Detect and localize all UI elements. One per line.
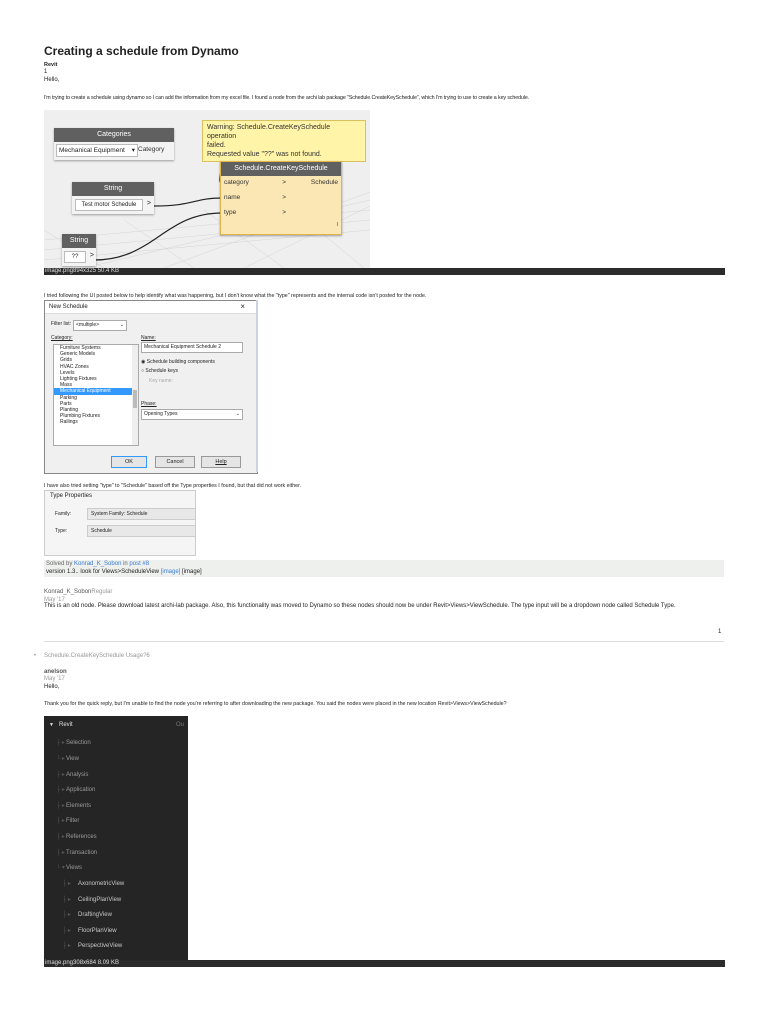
radio-unchecked-icon: ○ (141, 368, 145, 374)
tree-label: AxonometricView (78, 881, 125, 887)
phase-label: Phase: (141, 401, 157, 407)
chevron-right-icon: > (146, 200, 151, 207)
chevron-down-icon: ⌄ (235, 411, 240, 417)
type-properties-title: Type Properties (50, 493, 93, 499)
tree-branch-icon: └ ▸ (56, 756, 65, 762)
tree-item-application[interactable] (44, 783, 188, 797)
ok-button[interactable]: OK (111, 456, 147, 468)
string-input-type[interactable]: ?? (64, 251, 86, 263)
solved-box (44, 560, 724, 577)
radio-label: Schedule keys (145, 368, 178, 374)
list-item-selected[interactable]: Mechanical Equipment (54, 388, 138, 394)
radio-building-components[interactable] (141, 359, 215, 365)
tree-item-analysis[interactable] (44, 768, 188, 782)
list-item[interactable]: Parking (60, 394, 77, 401)
tree-item-perspectiveview[interactable] (44, 939, 188, 953)
tree-branch-icon: ├ ▸ (62, 928, 71, 934)
tree-item-floorplanview[interactable] (44, 924, 188, 938)
dialog-titlebar (45, 301, 257, 314)
port-label: name (224, 194, 241, 201)
chevron-down-icon: ▾ (131, 147, 135, 154)
categories-node[interactable] (54, 128, 174, 160)
category-tag[interactable]: Revit (44, 62, 58, 68)
post-greeting: Hello, (44, 684, 60, 690)
tree-branch-icon: ├ ▸ (62, 943, 71, 949)
radio-label: Schedule building components (146, 359, 215, 365)
tree-label: Transaction (66, 850, 98, 856)
dynamo-graph-image[interactable] (44, 110, 370, 268)
tree-branch-icon: ├ ▸ (56, 772, 65, 778)
post-author-line (44, 588, 112, 596)
tree-label: Views (66, 865, 82, 871)
category-output-port[interactable]: Category (138, 146, 165, 153)
dialog-edge (256, 300, 258, 472)
chevron-down-icon: ▼ (49, 722, 54, 728)
tree-root-right: Ou (176, 722, 185, 728)
type-properties-image[interactable] (44, 490, 196, 556)
categories-dropdown[interactable] (56, 144, 138, 157)
solved-text-line (46, 568, 202, 576)
phase-dropdown[interactable] (141, 409, 243, 420)
image-caption-bar[interactable]: image.png308x684 8.09 KB (44, 960, 725, 967)
dialog-title: New Schedule (49, 304, 88, 310)
warning-line-2: failed. (207, 142, 226, 149)
key-name-label: Key name: (149, 378, 173, 384)
filter-value: <multiple> (76, 322, 100, 328)
tree-item-views[interactable] (44, 861, 188, 875)
list-scrollbar[interactable] (132, 345, 138, 445)
tree-branch-icon: ├ ▸ (56, 803, 65, 809)
post-count: 1 (44, 69, 48, 75)
tree-branch-icon: ├ ▸ (56, 818, 65, 824)
output-port-schedule[interactable]: Schedule (310, 179, 338, 186)
revit-library-tree-image[interactable] (44, 716, 188, 960)
filter-dropdown[interactable] (73, 320, 127, 331)
tree-label: Analysis (66, 772, 89, 778)
string-node-title: String (72, 182, 154, 196)
tree-branch-icon: ├ ▸ (56, 787, 65, 793)
list-item[interactable]: Plumbing Fixtures (60, 413, 101, 420)
list-item[interactable]: Furniture Systems (60, 345, 101, 351)
tree-label: View (66, 756, 79, 762)
new-schedule-dialog-image[interactable] (44, 300, 258, 474)
scrollbar-thumb[interactable] (133, 390, 137, 408)
list-item[interactable]: Levels (60, 369, 75, 376)
tree-item-selection[interactable] (44, 736, 188, 750)
chevron-down-icon: ⌄ (119, 322, 124, 328)
related-topic-link[interactable]: Schedule.CreateKeySchedule Usage?6 (44, 653, 150, 659)
post-paragraph: I tried following the UI posted below to help identify what was happening, but I don't know what the "type" represents and the internal code isn't posted for the node. (44, 293, 427, 299)
post-count: 1 (718, 629, 722, 635)
tree-label: CeilingPlanView (78, 897, 122, 903)
tree-item-ceilingplanview[interactable] (44, 893, 188, 907)
filter-label: Filter list: (51, 321, 71, 327)
close-icon[interactable]: × (240, 302, 245, 311)
radio-checked-icon: ◉ (141, 359, 146, 365)
divider (44, 641, 724, 642)
tree-item-axonometricview[interactable] (44, 877, 188, 891)
string-node-type[interactable] (62, 234, 96, 266)
chevron-right-icon: > (282, 179, 286, 186)
post-body: I'm trying to create a schedule using dynamo so I can add the information from my excel file. I found a node from the archi lab package "Schedule.CreateKeySchedule", which I'm trying to use to create a key schedule. (44, 95, 530, 101)
tree-branch-icon: ├ ▸ (62, 912, 71, 918)
tree-label: PerspectiveView (78, 943, 123, 949)
tree-item-draftingview[interactable] (44, 908, 188, 922)
input-port-name[interactable] (224, 194, 286, 201)
list-item[interactable]: Grids (60, 357, 72, 364)
solved-text: version 1.3.. look for Views>ScheduleView (46, 569, 160, 575)
tree-branch-icon: └ ▾ (56, 865, 65, 871)
category-label: Category: (51, 335, 73, 341)
list-item[interactable]: Parts (60, 400, 72, 407)
tree-branch-icon: ├ ▸ (56, 850, 65, 856)
phase-value: Opening Types (144, 411, 178, 417)
tree-label: References (66, 834, 97, 840)
name-label: Name: (141, 335, 156, 341)
help-button[interactable]: Help (201, 456, 241, 468)
post-body: Thank you for the quick reply, but I'm unable to find the node you're referring to after downloading the new package. You said the nodes were placed in the new location Revit>Views>ViewSchedule? (44, 701, 507, 707)
list-item[interactable]: HVAC Zones (60, 363, 89, 370)
tree-label: Application (66, 787, 96, 793)
type-label: Type: (55, 528, 68, 534)
tree-item-transaction[interactable] (44, 846, 188, 860)
tree-item-elements[interactable] (44, 799, 188, 813)
string-node-name[interactable] (72, 182, 154, 214)
string-node-title: String (62, 234, 96, 248)
tree-label: Elements (66, 803, 92, 809)
string-input-name[interactable]: Test motor Schedule (75, 199, 143, 211)
warning-line-1: Warning: Schedule.CreateKeySchedule operation (207, 124, 331, 140)
family-label: Family: (55, 511, 72, 517)
post-paragraph: I have also tried setting "type" to "Schedule" based off the Type properties I found, but that did not work either. (44, 483, 302, 489)
tree-branch-icon: ├ ▸ (56, 834, 65, 840)
tree-branch-icon: ├ ▸ (62, 897, 71, 903)
post-greeting: Hello, (44, 77, 60, 83)
categories-dropdown-value: Mechanical Equipment (59, 147, 125, 154)
tree-label: FloorPlanView (78, 928, 117, 934)
tree-label: Selection (66, 740, 91, 746)
tree-label: Revit (59, 722, 73, 728)
port-label: category (224, 179, 249, 186)
warning-line-3: Requested value "??" was not found. (207, 151, 322, 158)
solved-author-link[interactable]: Konrad_K_Sobon (74, 561, 122, 567)
input-port-type[interactable] (224, 209, 286, 216)
tree-item-filter[interactable] (44, 814, 188, 828)
post-body: This is an old node. Please download latest archi-lab package. Also, this functionality was moved to Dynamo so these nodes should now be under Revit>Views>ViewSchedule. The type input will be a dropdown node called Schedule Type. (44, 603, 676, 609)
warning-bubble (202, 120, 366, 162)
tree-root-revit[interactable] (44, 718, 188, 732)
create-key-schedule-node[interactable] (220, 161, 342, 235)
bullet-icon: • (34, 653, 37, 659)
port-label: type (224, 209, 237, 216)
tree-item-view[interactable] (44, 752, 188, 766)
post-date: May '17 (44, 676, 65, 682)
list-item[interactable]: Mass (60, 382, 72, 389)
solved-in: in (123, 561, 128, 567)
page-title: Creating a schedule from Dynamo (44, 44, 239, 58)
post-date: May '17 (44, 597, 65, 603)
solved-line (46, 560, 149, 568)
tree-item-references[interactable] (44, 830, 188, 844)
categories-node-title: Categories (54, 128, 174, 142)
chevron-right-icon: > (282, 209, 286, 216)
type-value: Schedule (87, 525, 196, 537)
chevron-right-icon: > (89, 252, 94, 259)
radio-schedule-keys[interactable] (141, 368, 178, 374)
solved-post-link[interactable]: post #8 (129, 561, 150, 567)
image-caption-bar[interactable]: image.png894x325 50.4 KB (44, 268, 725, 275)
list-item[interactable]: Lighting Fixtures (60, 376, 97, 383)
input-port-category[interactable] (224, 179, 286, 186)
tree-branch-icon: ├ ▸ (56, 740, 65, 746)
tree-label: Filter (66, 818, 80, 824)
tree-branch-icon: ├ ▸ (62, 881, 71, 887)
post-author[interactable]: Konrad_K_Sobon (44, 589, 92, 595)
cancel-button[interactable]: Cancel (155, 456, 195, 468)
family-value: System Family: Schedule (87, 508, 196, 520)
solved-prefix: Solved by (46, 561, 73, 567)
name-input[interactable]: Mechanical Equipment Schedule 2 (141, 342, 243, 353)
category-list[interactable] (53, 344, 139, 446)
post-author-role: Regular (91, 589, 113, 595)
list-item[interactable]: Planting (60, 407, 79, 414)
solved-image-text: [image] (182, 569, 202, 575)
chevron-right-icon: > (282, 194, 286, 201)
lacing-indicator: l (336, 222, 338, 228)
tree-label: DraftingView (78, 912, 112, 918)
list-item[interactable]: Generic Models (60, 351, 96, 358)
list-item[interactable]: Railings (60, 419, 78, 426)
solved-image-link[interactable]: [image] (160, 569, 181, 575)
schedule-node-title: Schedule.CreateKeySchedule (221, 162, 341, 176)
post-author[interactable]: anelson (44, 669, 67, 675)
